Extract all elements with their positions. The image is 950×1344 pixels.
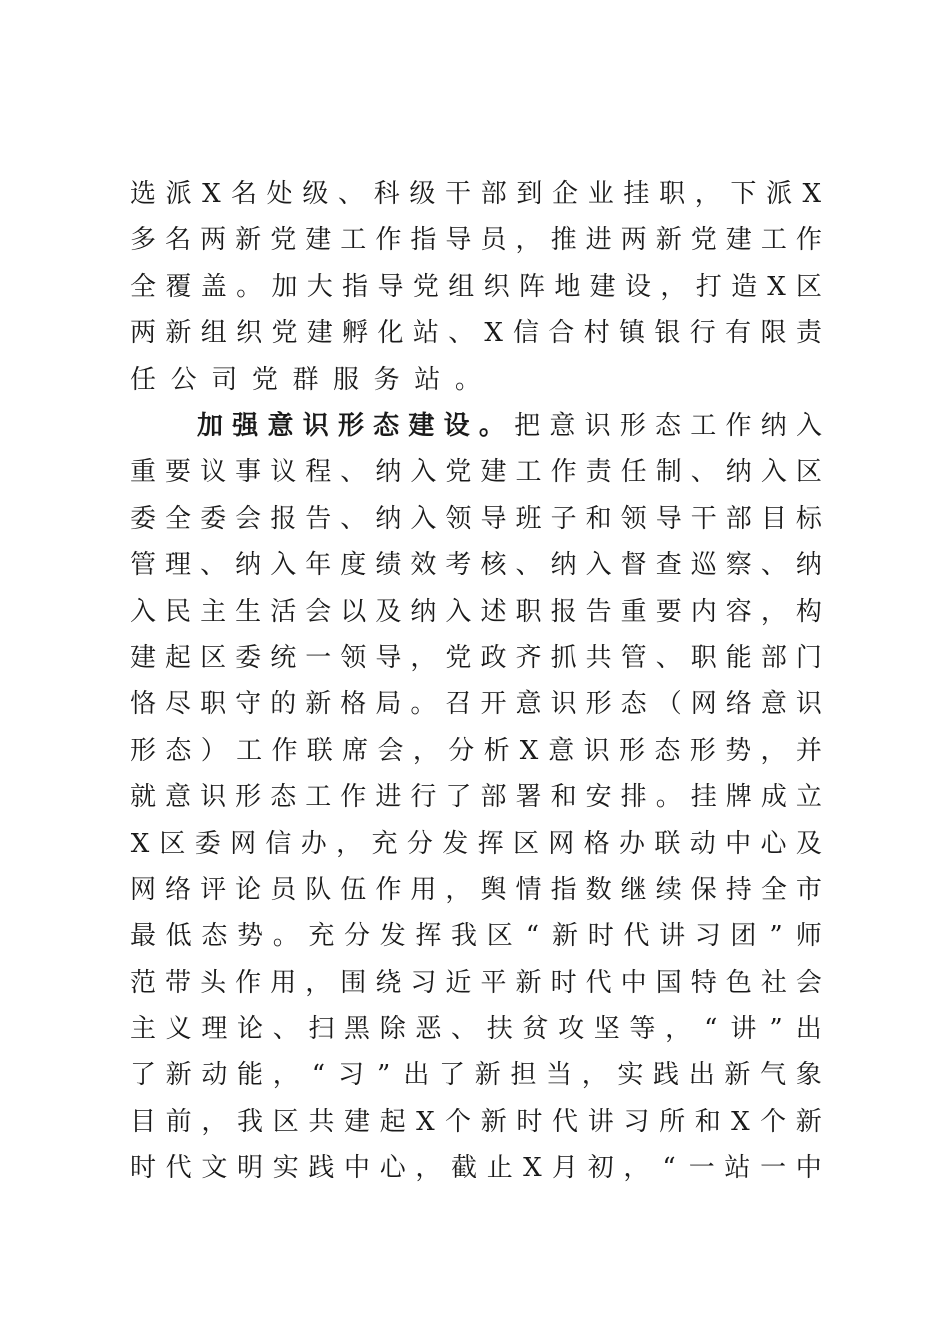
text-line: 多 名 两 新 党 建 工 作 指 导 员 ， 推 进 两 新 党 建 工 作 [130, 225, 822, 256]
text-line: 两 新 组 织 党 建 孵 化 站 、 X 信 合 村 镇 银 行 有 限 责 [130, 318, 822, 349]
text-line: 加 强 意 识 形 态 建 设 。 把 意 识 形 态 工 作 纳 入 [197, 411, 822, 441]
text-line: 建 起 区 委 统 一 领 导 ， 党 政 齐 抓 共 管 、 职 能 部 门 [130, 642, 822, 673]
text-line: 委 全 委 会 报 告 、 纳 入 领 导 班 子 和 领 导 干 部 目 标 [130, 503, 822, 534]
paragraph-2 [130, 403, 822, 1192]
paragraph-1 [130, 171, 822, 403]
text-line: 形 态 ） 工 作 联 席 会 ， 分 析 X 意 识 形 态 形 势 ， 并 [130, 735, 822, 766]
text-line: 最 低 态 势 。 充 分 发 挥 我 区 “ 新 时 代 讲 习 团 ” 师 [130, 921, 822, 952]
text-line: 时 代 文 明 实 践 中 心 ， 截 止 X 月 初 ， “ 一 站 一 中 [130, 1153, 822, 1184]
text-line: 任 公 司 党 群 服 务 站 。 [130, 364, 481, 395]
text-line: 恪 尽 职 守 的 新 格 局 。 召 开 意 识 形 态 （ 网 络 意 识 [130, 689, 822, 720]
text-line: 全 覆 盖 。 加 大 指 导 党 组 织 阵 地 建 设 ， 打 造 X 区 [130, 271, 822, 302]
text-line: 就 意 识 形 态 工 作 进 行 了 部 署 和 安 排 。 挂 牌 成 立 [130, 782, 822, 813]
text-line: 网 络 评 论 员 队 伍 作 用 ， 舆 情 指 数 继 续 保 持 全 市 [130, 874, 822, 905]
text-line: 了 新 动 能 ， “ 习 ” 出 了 新 担 当 ， 实 践 出 新 气 象 [130, 1060, 822, 1091]
text-line: 入 民 主 生 活 会 以 及 纳 入 述 职 报 告 重 要 内 容 ， 构 [130, 596, 822, 627]
text-line: 管 理 、 纳 入 年 度 绩 效 考 核 、 纳 入 督 查 巡 察 、 纳 [130, 550, 822, 581]
text-line: 目 前 ， 我 区 共 建 起 X 个 新 时 代 讲 习 所 和 X 个 新 [130, 1106, 822, 1137]
text-line: 范 带 头 作 用 ， 围 绕 习 近 平 新 时 代 中 国 特 色 社 会 [130, 967, 822, 998]
text-line: X 区 委 网 信 办 ， 充 分 发 挥 区 网 格 办 联 动 中 心 及 [130, 828, 822, 859]
text-line: 选 派 X 名 处 级 、 科 级 干 部 到 企 业 挂 职 ， 下 派 X [130, 179, 821, 209]
text-line: 主 义 理 论 、 扫 黑 除 恶 、 扶 贫 攻 坚 等 ， “ 讲 ” 出 [130, 1014, 822, 1045]
text-line: 重 要 议 事 议 程 、 纳 入 党 建 工 作 责 任 制 、 纳 入 区 [130, 457, 822, 488]
